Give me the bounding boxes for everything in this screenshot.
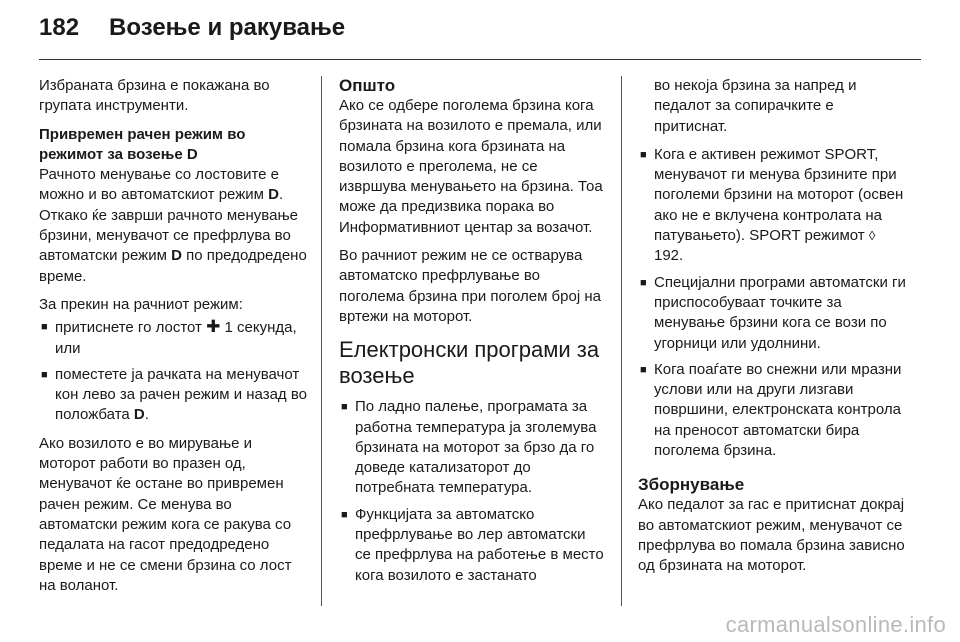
column-divider [321,76,322,606]
bullet-square-icon: ■ [640,148,647,161]
exit-manual-list [39,317,311,425]
temp-text-3: по предодредено време. [39,247,307,285]
intro-paragraph: Избраната брзина е покажана во групата инструменти. [39,77,270,115]
page-title: Возење и ракување [109,14,346,41]
bullet-text: поместете ја рачката на менувачот кон лево за рачен режим и назад во положбата [55,365,307,424]
bullet-text: . [144,406,149,424]
bullet-text: притиснете го лостот [55,319,207,337]
list-item [638,273,906,354]
programs-list [339,397,605,586]
list-item [339,505,605,586]
page-reference-icon: ◊ [868,228,876,244]
column-2 [339,76,605,594]
kickdown-heading: Зборнување [638,475,745,495]
bullet-square-icon: ■ [341,508,348,521]
kickdown-paragraph: Ако педалот за гас е притиснат докрај во автоматскиот режим, менувачот се префрлува во помала брзина зависно од брзината на моторот. [638,496,905,575]
list-item [39,365,311,426]
column-divider [621,76,622,606]
manual-mode-paragraph: Во рачниот режим не се остварува автоматско префрлување во поголема брзина при поголем број на вртежи на моторот. [339,247,601,325]
bullet-square-icon: ■ [341,401,348,414]
page-reference: 192. [654,247,684,265]
header-rule [39,59,921,60]
general-paragraph: Ако се одбере поголема брзина кога брзината на возилото е премала, или помала брзина кога брзината на возилото е преголема, не се извршува менувањето на брзина. Тоа може да предизвика порака во Информативниот центар за возачот. [339,97,603,236]
temporary-manual-paragraph [39,165,311,287]
bullet-text: Кога поаѓате во снежни или мразни услови или на други лизгави површини, електронската контрола на преносот автоматски бира поголема брзина. [654,360,902,460]
electronic-programs-heading: Електронски програми за возење [339,337,600,389]
drive-mode-d: D [268,186,279,204]
bullet-square-icon: ■ [640,363,647,376]
drive-mode-d: D [133,406,145,424]
temp-text-2: . Откако ќе заврши рачното менување брзини, менувачот се префрлува во автоматски режим [39,186,298,265]
list-item [39,317,311,359]
bullet-text: Функцијата за автоматско префрлување во лер автоматски се префрлува на работење в место кога возилото е застанато [355,505,604,584]
column-1 [39,76,311,604]
bullet-text: 1 секунда, или [55,319,297,357]
temp-text-1: Рачното менување со лостовите е можно и во автоматскиот режим [39,166,280,204]
page-number: 182 [39,14,80,41]
bullet-text: Кога е активен режимот SPORT, менувачот ги менува брзините при поголеми брзини на моторот (освен ако не е вклучена контролата на патувањето). SPORT режимот [654,145,904,245]
page-header [39,14,345,50]
programs-list-continued [638,145,906,461]
bullet-square-icon: ■ [41,321,48,334]
list-item [638,145,906,267]
bullet-text: По ладно палење, програмата за работна температура ја зголемува брзината на моторот за брзо да го доведе катализаторот до потребната температура. [355,398,597,497]
list-item [638,360,906,461]
stationary-paragraph: Ако возилото е во мирување и моторот работи во празен од, менувачот ќе остане во привремен рачен режим. Се менува во автоматски режим кога се ракува со педалата на гасот предодредено време и не се смени брзина со лост на воланот. [39,434,292,594]
watermark: carmanualsonline.info [725,612,946,637]
column-3 [638,76,906,585]
general-heading: Општо [339,76,396,95]
continued-paragraph: во некоја брзина за напред и педалот за сопирачките е притиснат. [654,77,857,135]
bullet-square-icon: ■ [41,368,48,381]
list-item [339,397,605,498]
bullet-text: Специјални програми автоматски ги приспособуваат точките за менување брзини кога се вози по угорници или удолнини. [654,273,906,352]
temporary-manual-heading: Привремен рачен режим во режимот за возење D [39,125,246,163]
plus-paddle-icon: ✚ [206,317,221,337]
exit-manual-intro: За прекин на рачниот режим: [39,295,243,313]
drive-mode-d: D [171,247,182,265]
bullet-square-icon: ■ [640,276,647,289]
